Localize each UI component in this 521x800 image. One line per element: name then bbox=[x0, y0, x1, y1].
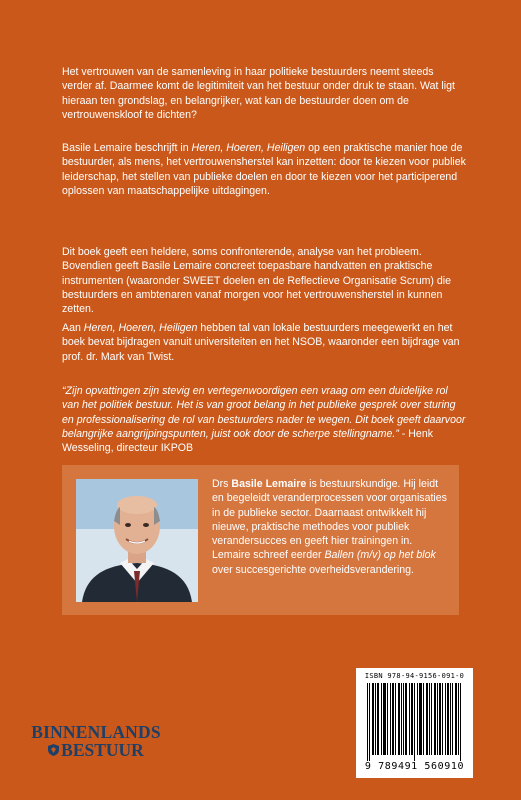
description-text bbox=[62, 141, 466, 198]
intro-paragraph bbox=[62, 65, 466, 122]
description-lead: Basile Lemaire beschrijft in bbox=[62, 142, 192, 154]
book-title-mention: Heren, Hoeren, Heiligen bbox=[83, 322, 198, 334]
ean-digits: 9 789491 560910 bbox=[364, 761, 465, 772]
author-bio-text bbox=[212, 477, 448, 577]
analysis-paragraph bbox=[62, 245, 466, 316]
endorsement-quote bbox=[62, 384, 466, 455]
bio-prefix: Drs bbox=[212, 478, 232, 490]
description-body: op een praktische manier hoe de bestuurder, als mens, het vertrouwensherstel kan inzetten: door te kiezen voor publiek leiderschap, het stellen van publieke doelen en door te kiezen voor het participerend oplossen van maatschappelijke uitdagingen. bbox=[62, 142, 466, 197]
publisher-name-line1: BINNENLANDS bbox=[31, 722, 161, 742]
isbn-label: ISBN 978-94-9156-091-0 bbox=[364, 672, 465, 680]
author-portrait-icon bbox=[76, 479, 198, 602]
author-name: Basile Lemaire bbox=[231, 478, 307, 490]
publisher-logo bbox=[16, 723, 176, 759]
contributors-text bbox=[62, 321, 466, 364]
book-title-mention: Heren, Hoeren, Heiligen bbox=[191, 142, 306, 154]
author-bio-box bbox=[62, 465, 459, 615]
quote-attribution: - Henk Wesseling, directeur IKPOB bbox=[62, 427, 434, 455]
description-paragraph bbox=[62, 141, 466, 198]
quote-paragraph bbox=[62, 384, 466, 455]
analysis-text: Dit boek geeft een heldere, soms confronterende, analyse van het probleem. Bovendien geeft Basile Lemaire concreet toepasbare handvatten en praktische instrumenten (waaronder SWEET doelen en de Reflectieve Organisatie Scrum) die bestuurders en ambtenaren vanaf morgen voor het vertrouwensherstel in kunnen zetten. bbox=[62, 246, 452, 316]
bio-body: is bestuurskundige. Hij leidt en begeleidt veranderprocessen voor organisaties in de publieke sector. Daarnaast ontwikkelt hij nieuwe, praktische methodes voor publiek verandersucces en geeft hier trainingen in. Lemaire schreef eerder bbox=[212, 478, 447, 562]
previous-book-title: Ballen (m/v) op het blok bbox=[324, 549, 436, 562]
publisher-name-line2-wrap bbox=[16, 741, 176, 759]
contributors-paragraph bbox=[62, 321, 466, 364]
bio-closing: over succesgerichte overheidsverandering. bbox=[212, 563, 414, 576]
barcode-box bbox=[356, 668, 473, 778]
quote-text: “Zijn opvattingen zijn stevig en vertegenwoordigen een vraag om een duidelijke rol van het politiek bestuur. Het is van groot belang in het publieke gesprek over sturing en professionalisering de rol van bestuurders nader te wegen. Dit boek geeft daarvoor belangrijke aangrijpingspunten, juist ook door de scherpe stellingname.” bbox=[62, 385, 466, 440]
intro-text: Het vertrouwen van de samenleving in haar politieke bestuurders neemt steeds verder af. Daarmee komt de legitimiteit van het bestuur onder druk te staan. Wat ligt hieraan ten grondslag, en belangrijker, wat kan de bestuurder doen om de vertrouwenskloof te dichten? bbox=[62, 66, 455, 121]
barcode-icon bbox=[365, 683, 464, 761]
publisher-name-line2: BESTUUR bbox=[61, 740, 144, 760]
contributors-lead: Aan bbox=[62, 322, 84, 334]
contributors-body: hebben tal van lokale bestuurders meegewerkt en het boek bevat bijdragen vanuit universiteiten en het NSOB, waaronder een bijdrage van prof. dr. Mark van Twist. bbox=[62, 322, 460, 363]
author-photo bbox=[76, 479, 198, 602]
crest-icon bbox=[48, 744, 59, 756]
